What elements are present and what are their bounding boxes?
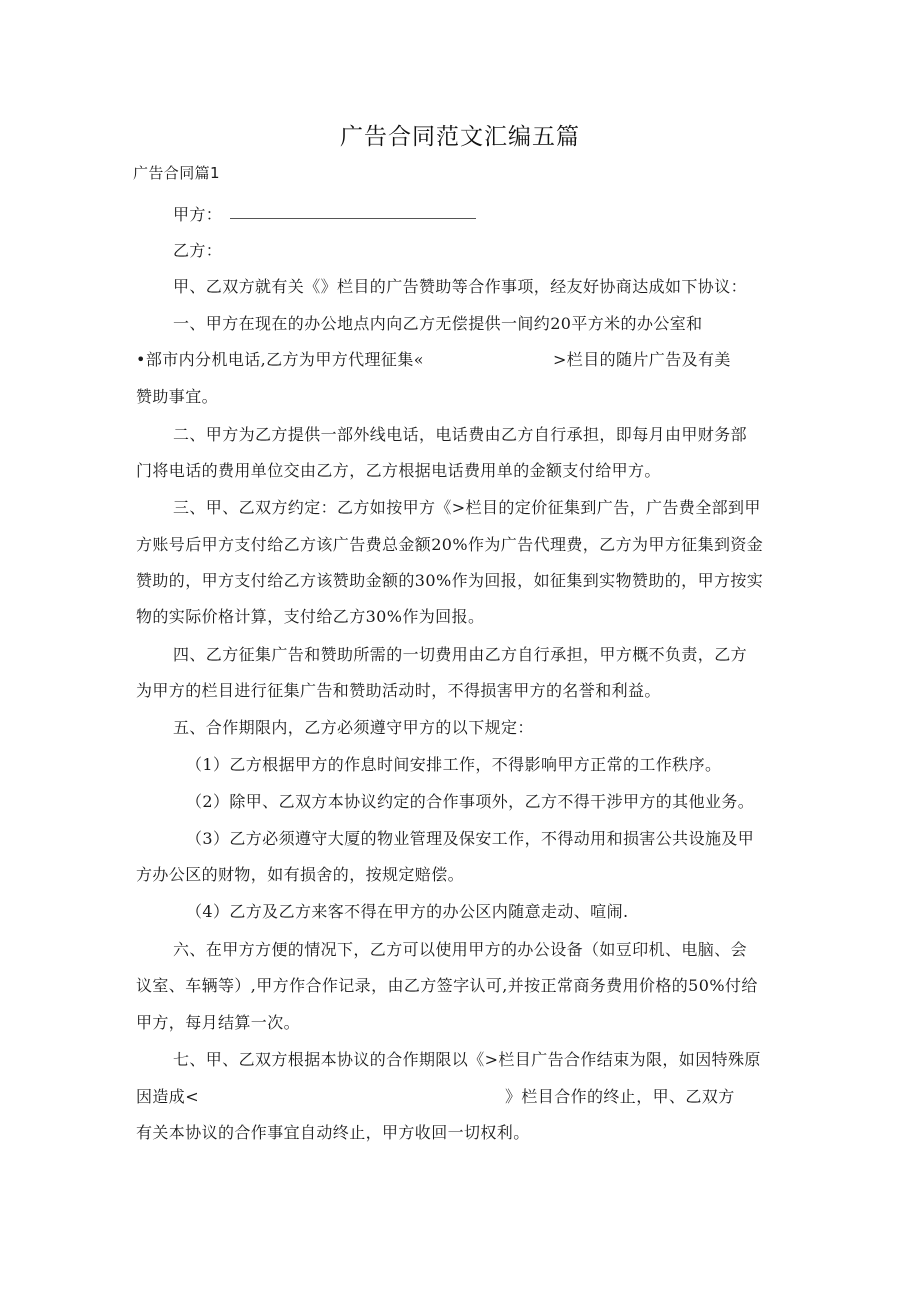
paragraph-line: 物的实际价格计算，支付给乙方30%作为回报。 — [136, 607, 485, 626]
paragraph-line: 方账号后甲方支付给乙方该广告费总金额20%作为广告代理费，乙方为甲方征集到资金 — [136, 535, 764, 554]
party-a-label: 甲方： — [173, 205, 223, 224]
document-subtitle: 广告合同篇1 — [133, 164, 220, 182]
paragraph-line: 为甲方的栏目进行征集广告和赞助活动时，不得损害甲方的名誉和利益。 — [136, 681, 661, 700]
paragraph-line: 七、甲、乙双方根据本协议的合作期限以《>栏目广告合作结束为限，如因特殊原 — [173, 1050, 761, 1069]
paragraph-line: （1）乙方根据甲方的作息时间安排工作，不得影响甲方正常的工作秩序。 — [186, 755, 722, 774]
paragraph-line: 六、在甲方方便的情况下，乙方可以使用甲方的办公设备（如豆印机、电脑、会 — [173, 940, 748, 959]
party-a-blank-line — [230, 218, 476, 219]
paragraph-line: （2）除甲、乙双方本协议约定的合作事项外，乙方不得干涉甲方的其他业务。 — [186, 792, 755, 811]
paragraph-line: （3）乙方必须遵守大厦的物业管理及保安工作，不得动用和损害公共设施及甲 — [186, 829, 755, 848]
paragraph-line: 》栏目合作的终止，甲、乙双方 — [505, 1087, 735, 1106]
paragraph-line: 一、甲方在现在的办公地点内向乙方无偿提供一间约20平方米的办公室和 — [173, 314, 703, 333]
paragraph-line: 门将电话的费用单位交由乙方，乙方根据电话费用单的金额支付给甲方。 — [136, 461, 661, 480]
paragraph-line: 四、乙方征集广告和赞助所需的一切费用由乙方自行承担，甲方概不负责，乙方 — [173, 645, 748, 664]
paragraph-line: 方办公区的财物，如有损舍的，按规定赔偿。 — [136, 865, 465, 884]
paragraph-line: 三、甲、乙双方约定：乙方如按甲方《>栏目的定价征集到广告，广告费全部到甲 — [173, 498, 761, 517]
paragraph-line: 有关本协议的合作事宜自动终止，甲方收回一切权利。 — [136, 1123, 530, 1142]
paragraph-line: 议室、车辆等）,甲方作合作记录，由乙方签字认可,并按正常商务费用价格的50%付给 — [136, 976, 758, 995]
paragraph-line: 甲方，每月结算一次。 — [136, 1013, 301, 1032]
paragraph-line: 赞助事宜。 — [136, 387, 219, 406]
paragraph-line: 赞助的，甲方支付给乙方该赞助金额的30%作为回报，如征集到实物赞助的，甲方按实 — [136, 571, 764, 590]
paragraph-line: （4）乙方及乙方来客不得在甲方的办公区内随意走动、喧闹. — [186, 902, 629, 921]
party-b-label: 乙方： — [173, 241, 223, 260]
paragraph-line: 因造成< — [136, 1087, 200, 1106]
paragraph-line: 二、甲方为乙方提供一部外线电话，电话费由乙方自行承担，即每月由甲财务部 — [173, 425, 748, 444]
paragraph-line: >栏目的随片广告及有美 — [553, 350, 731, 369]
paragraph-line: •部市内分机电话,乙方为甲方代理征集« — [136, 350, 424, 369]
document-title: 广告合同范文汇编五篇 — [340, 124, 580, 150]
paragraph-line: 甲、乙双方就有关《》栏目的广告赞助等合作事项，经友好协商达成如下协议： — [173, 277, 748, 296]
paragraph-line: 五、合作期限内，乙方必须遵守甲方的以下规定： — [173, 718, 534, 737]
